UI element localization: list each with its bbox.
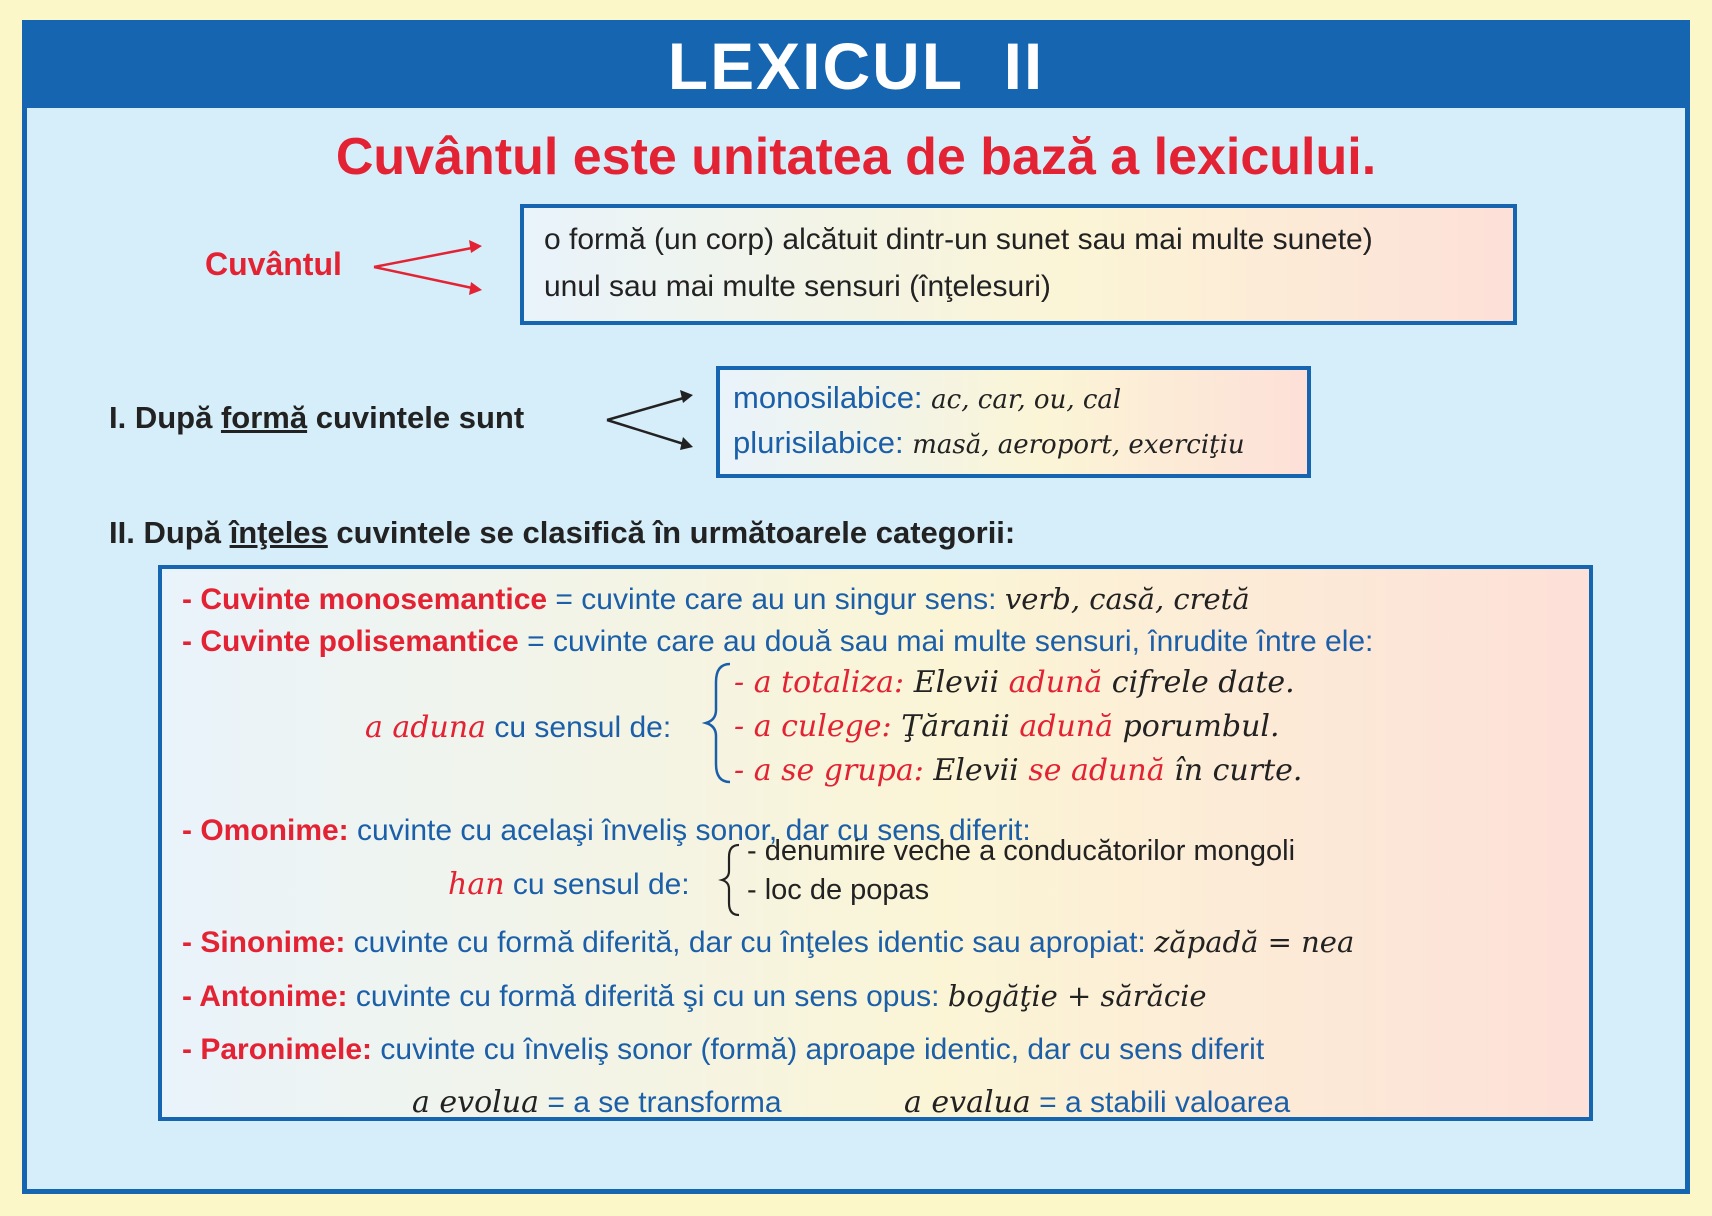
cuvantul-box — [520, 204, 1517, 325]
cuvantul-arrows — [372, 235, 492, 305]
han-sense-1: - denumire veche a conducătorilor mongoli — [747, 835, 1296, 867]
aduna-sense-1: - a totaliza: Elevii adună cifrele date. — [734, 665, 1295, 700]
section1-arrows — [605, 387, 705, 457]
evalua-word: evalua — [931, 1085, 1031, 1120]
omonime-line: - Omonime: cuvinte cu acelaşi înveliş sonor, dar cu sens diferit: — [182, 814, 1031, 847]
section2-keyword: înţeles — [229, 515, 328, 550]
page-title: LEXICUL II — [667, 29, 1045, 103]
poster — [22, 20, 1690, 1194]
pluri-examples: masă, aeroport, exerciţiu — [912, 430, 1245, 460]
polisemantic-line: - Cuvinte polisemantice = cuvinte care au două sau mai multe sensuri, înrudite între ele: — [182, 625, 1374, 658]
aduna-sense-2: - a culege: Ţăranii adună porumbul. — [734, 709, 1280, 744]
paronym-pair-1: a evolua = a se transforma — [412, 1085, 782, 1120]
antonime-term: Antonime: — [199, 980, 348, 1013]
omonime-term: Omonime: — [200, 814, 349, 847]
aduna-label: a aduna cu sensul de: — [365, 710, 672, 745]
mono-examples: ac, car, ou, cal — [931, 385, 1122, 415]
subtitle: Cuvântul este unitatea de bază a lexicului. — [335, 128, 1377, 186]
monosemantic-term: Cuvinte monosemantice — [200, 583, 548, 616]
han-word: han — [448, 867, 505, 902]
paronimele-term: Paronimele: — [200, 1033, 373, 1066]
sinonime-term: Sinonime: — [200, 926, 346, 959]
title-bar — [27, 25, 1685, 108]
aduna-sense-3: - a se grupa: Elevii se adună în curte. — [734, 753, 1303, 788]
cuvantul-label: Cuvântul — [205, 246, 342, 282]
cuvantul-item-form: o formă (un corp) alcătuit dintr-un sunet sau mai multe sunete) — [544, 223, 1373, 256]
pluri-label: plurisilabice: — [733, 425, 904, 460]
monosemantic-line: - Cuvinte monosemantice = cuvinte care au un singur sens: verb, casă, cretă — [182, 582, 1250, 616]
pluri-line — [733, 425, 1245, 461]
paronym-pair-2: a evalua = a stabili valoarea — [904, 1085, 1291, 1120]
antonime-line: - Antonime: cuvinte cu formă diferită şi cu un sens opus: bogăţie + sărăcie — [182, 979, 1207, 1013]
section1-keyword: formă — [220, 400, 308, 435]
mono-line — [733, 380, 1121, 416]
monosemantic-examples: verb, casă, cretă — [1004, 582, 1250, 616]
paronimele-line: - Paronimele: cuvinte cu înveliş sonor (formă) aproape identic, dar cu sens diferit — [182, 1033, 1265, 1066]
polisemantic-term: Cuvinte polisemantice — [200, 625, 519, 658]
categories-box — [158, 565, 1593, 1121]
antonime-example: bogăţie + sărăcie — [947, 979, 1207, 1013]
han-sense-2: - loc de popas — [747, 874, 930, 906]
section1-heading: I. După formă cuvintele sunt — [109, 400, 525, 435]
mono-label: monosilabice: — [733, 380, 923, 415]
sinonime-example: zăpadă = nea — [1154, 925, 1355, 959]
sinonime-line: - Sinonime: cuvinte cu formă diferită, dar cu înţeles identic sau apropiat: zăpadă = nea — [182, 925, 1355, 959]
evolua-word: evolua — [439, 1085, 539, 1120]
han-label: han cu sensul de: — [448, 867, 690, 902]
section2-heading: II. După înţeles cuvintele se clasifică în următoarele categorii: — [109, 515, 1016, 550]
syllable-box — [716, 366, 1311, 478]
aduna-word: a aduna — [365, 710, 487, 745]
cuvantul-item-sense: unul sau mai multe sensuri (înţelesuri) — [544, 270, 1051, 303]
han-brace — [717, 841, 747, 919]
